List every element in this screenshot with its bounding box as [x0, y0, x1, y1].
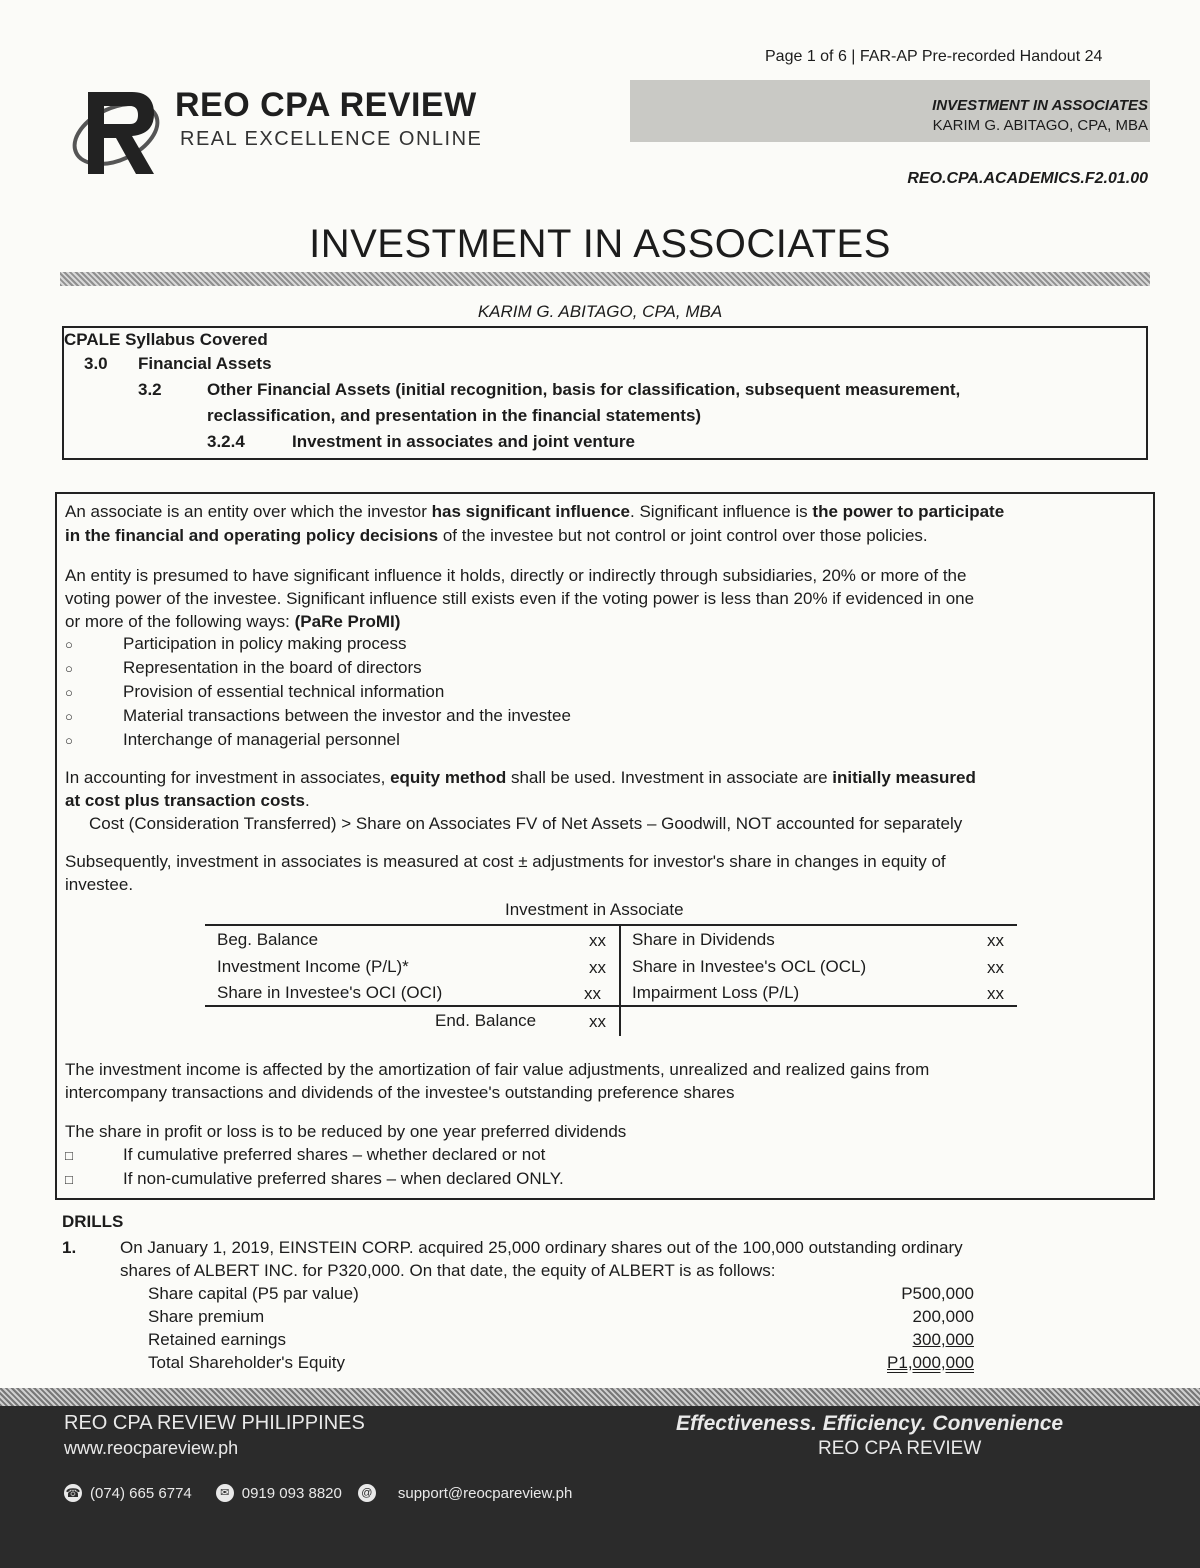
mobile-icon: ✉ — [216, 1484, 234, 1502]
credit-amt-1: xx — [987, 958, 1004, 977]
credit-amt-2: xx — [987, 984, 1004, 1003]
footer-phone[interactable]: (074) 665 6774 — [90, 1484, 192, 1502]
paragraph-5-line-2: intercompany transactions and dividends of the investee's outstanding preference shares — [65, 1083, 735, 1102]
byline: KARIM G. ABITAGO, CPA, MBA — [477, 302, 723, 321]
debit-label-1: Investment Income (P/L)* — [217, 957, 409, 976]
debit-label-2: Share in Investee's OCI (OCI) — [217, 983, 443, 1002]
credit-label-0: Share in Dividends — [632, 930, 775, 949]
title-divider — [60, 272, 1150, 286]
paragraph-1-line-1: An associate is an entity over which the investor has significant influence. Significant influence is the power to participate — [65, 502, 1005, 521]
footer-url[interactable]: www.reocpareview.ph — [64, 1438, 239, 1458]
syllabus-item-3: Investment in associates and joint venture — [292, 432, 635, 451]
drills-heading: DRILLS — [62, 1212, 124, 1231]
debit-amt-2: xx — [584, 984, 601, 1003]
email-icon: @ — [358, 1484, 376, 1502]
footer-mobile[interactable]: 0919 093 8820 — [241, 1484, 342, 1502]
footer-email[interactable]: support@reocpareview.ph — [397, 1484, 573, 1502]
drill-line-2: shares of ALBERT INC. for P320,000. On that date, the equity of ALBERT is as follows: — [120, 1261, 776, 1280]
logo — [55, 60, 505, 180]
footer-contacts — [64, 1484, 572, 1502]
footer — [0, 1392, 1200, 1568]
t-account-center-rule — [619, 924, 621, 1036]
equity-amt: 200,000 — [912, 1307, 974, 1326]
drill-line-1: On January 1, 2019, EINSTEIN CORP. acquired 25,000 ordinary shares out of the 100,000 outstanding ordinary — [120, 1238, 963, 1257]
header-topic-block — [932, 96, 1148, 136]
credit-amt-0: xx — [987, 931, 1004, 950]
page-info: Page 1 of 6 | FAR-AP Pre-recorded Handout 24 — [765, 48, 1103, 65]
logo-mark-icon — [70, 82, 162, 180]
equity-amt: P1,000,000 — [887, 1353, 974, 1372]
credit-label-1: Share in Investee's OCL (OCL) — [632, 957, 867, 976]
syllabus-item-2a: Other Financial Assets (initial recognition, basis for classification, subsequent measurement, — [207, 380, 961, 399]
equity-amt: 300,000 — [912, 1330, 974, 1349]
paragraph-2-line-1: An entity is presumed to have significant influence it holds, directly or indirectly through subsidiaries, 20% or more of the — [65, 566, 967, 585]
equity-label: Retained earnings — [148, 1330, 286, 1349]
t-account — [57, 900, 1153, 1040]
debit-label-0: Beg. Balance — [217, 930, 319, 949]
paragraph-4-line-2: investee. — [65, 875, 134, 894]
syllabus-item-1: Financial Assets — [138, 354, 272, 373]
paragraph-3-line-2: at cost plus transaction costs. — [65, 791, 310, 810]
debit-amt-0: xx — [589, 931, 606, 950]
syllabus-item-2b: reclassification, and presentation in the financial statements) — [207, 406, 702, 425]
paragraph-6: The share in profit or loss is to be reduced by one year preferred dividends — [65, 1122, 627, 1141]
equity-label: Share capital (P5 par value) — [148, 1284, 359, 1303]
footer-brand: REO CPA REVIEW — [818, 1438, 982, 1459]
paragraph-3-line-1: In accounting for investment in associates, equity method shall be used. Investment in associate are initially measured — [65, 768, 976, 787]
paragraph-5-line-1: The investment income is affected by the amortization of fair value adjustments, unrealized and realized gains from — [65, 1060, 930, 1079]
drill-number: 1. — [62, 1238, 77, 1257]
syllabus-num-2: 3.2 — [138, 380, 162, 399]
paragraph-2-line-2: voting power of the investee. Significant influence still exists even if the voting power is less than 20% if evidenced in one — [65, 589, 975, 608]
course-code: REO.CPA.ACADEMICS.F2.01.00 — [907, 170, 1148, 187]
end-balance-label: End. Balance — [435, 1011, 537, 1030]
t-account-top-rule — [205, 924, 1017, 926]
credit-label-2: Impairment Loss (P/L) — [632, 983, 800, 1002]
syllabus-num-3: 3.2.4 — [207, 432, 245, 451]
paragraph-4-line-1: Subsequently, investment in associates is measured at cost ± adjustments for investor's share in changes in equity of — [65, 852, 946, 871]
content-box: An associate is an entity over which the investor has significant influence. Significant influence is the power to participate in the financial and operating policy decisions of the investee but not control or joint control over those policies. An entity is presumed to have significant influence it holds, directly or indirectly through subsidiaries, 20% or more of the voting power of the investee. Significant influence still exists even if the voting power is less than 20% if evidenced in one or more of the following ways: (PaRe ProMI) ○ Participation in policy making process ○ Representation in the board of directors ○ Provision of essential technical information ○ Material transactions between the investor and the investee ○ Interchange of managerial personnel In accounting for investment in associates, equity method shall be used. Investment in associate are initially measured at cost plus transaction costs. Cost (Consideration Transferred) > Share on Associates FV of Net Assets – Goodwill, NOT accounted for separately Subsequently, investment in associates is measured at cost ± adjustments for investor's share in changes in equity of investee. Investment in Associate Beg. Balance xx Investment Income (P/L)* xx Share in Investee's OCI (OCI) xx Share in Dividends xx Share in Investee's OCL (OCL) xx Impairment Loss (P/L) xx End. Balance xx The investment income is affected by the amortization of fair value adjustments, unrealized and realized gains from intercompany transactions and dividends of the investee's outstanding preference shares The share in profit or loss is to be reduced by one year preferred dividends □ If cumulative preferred shares – whether declared or not □ If non-cumulative preferred shares – when declared ONLY. — [55, 492, 1155, 1200]
equity-amt: P500,000 — [901, 1284, 974, 1303]
syllabus-num-1: 3.0 — [84, 354, 108, 373]
equity-label: Share premium — [148, 1307, 265, 1326]
debit-amt-1: xx — [589, 958, 606, 977]
paragraph-1-line-2: in the financial and operating policy decisions of the investee but not control or joint control over those policies. — [65, 526, 928, 545]
syllabus-box — [62, 326, 1148, 460]
t-account-title: Investment in Associate — [505, 900, 684, 919]
syllabus-heading: CPALE Syllabus Covered — [64, 330, 268, 349]
logo-subtitle: REAL EXCELLENCE ONLINE — [180, 128, 483, 150]
logo-title: REO CPA REVIEW — [175, 86, 477, 124]
header-topic: INVESTMENT IN ASSOCIATES — [932, 97, 1148, 114]
t-account-bottom-rule — [205, 1005, 1017, 1007]
end-balance-amt: xx — [589, 1012, 606, 1031]
paragraph-2-line-3: or more of the following ways: (PaRe ProMI) — [65, 612, 401, 631]
header-author: KARIM G. ABITAGO, CPA, MBA — [932, 117, 1148, 134]
footer-tagline: Effectiveness. Efficiency. Convenience — [676, 1412, 1064, 1435]
footer-divider — [0, 1388, 1200, 1406]
cost-formula: Cost (Consideration Transferred) > Share on Associates FV of Net Assets – Goodwill, NOT accounted for separately — [89, 814, 963, 833]
page-title: INVESTMENT IN ASSOCIATES — [309, 222, 891, 266]
equity-label: Total Shareholder's Equity — [148, 1353, 345, 1372]
footer-org: REO CPA REVIEW PHILIPPINES — [64, 1412, 365, 1434]
phone-icon: ☎ — [65, 1486, 81, 1500]
